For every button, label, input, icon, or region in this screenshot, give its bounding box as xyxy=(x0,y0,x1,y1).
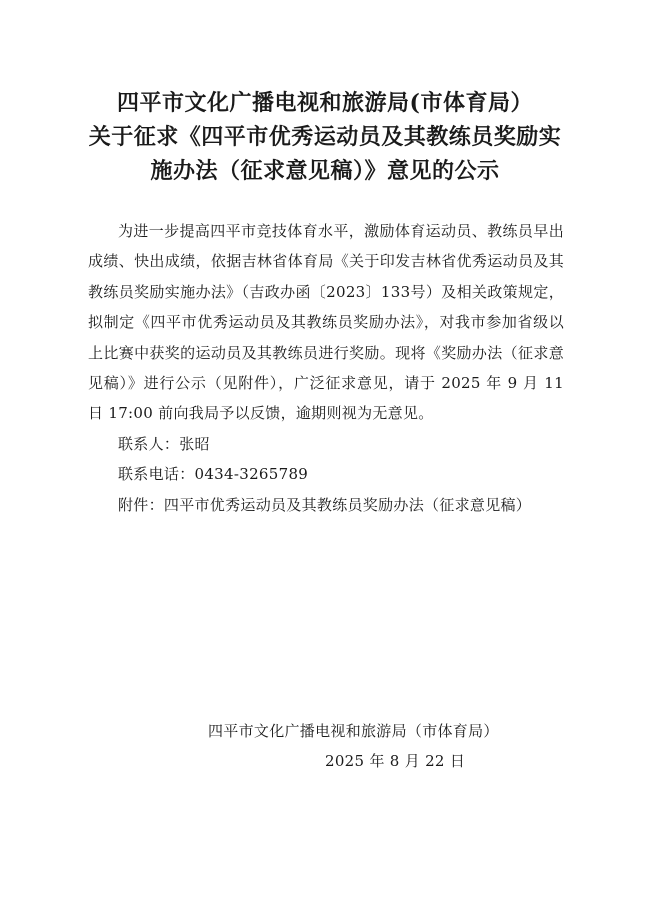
signature-block xyxy=(200,716,560,776)
attachment-note: 附件：四平市优秀运动员及其教练员奖励办法（征求意见稿） xyxy=(118,495,532,514)
intro-paragraph: 为进一步提高四平市竞技体育水平，激励体育运动员、教练员早出成绩、快出成绩，依据吉林省体育局《关于印发吉林省优秀运动员及其教练员奖励实施办法》（吉政办函〔2023〕133号）及相关政策规定，拟制定《四平市优秀运动员及其教练员奖励办法》，对我市参加省级以上比赛中获奖的运动员及其教练员进行奖励。现将《奖励办法（征求意见稿）》进行公示（见附件），广泛征求意见，请于 2025 年 9 月 11 日 17:00 前向我局予以反馈，逾期则视为无意见。 xyxy=(88,222,564,423)
document-body xyxy=(88,216,564,520)
title-line-2: 关于征求《四平市优秀运动员及其教练员奖励实 xyxy=(88,124,562,150)
contact-person: 联系人：张昭 xyxy=(118,434,210,453)
title-line-3: 施办法（征求意见稿）》意见的公示 xyxy=(150,158,500,184)
signature-date: 2025 年 8 月 22 日 xyxy=(325,752,466,770)
title-line-1: 四平市文化广播电视和旅游局(市体育局） xyxy=(117,90,533,116)
document-title xyxy=(60,86,590,188)
contact-phone: 联系电话：0434-3265789 xyxy=(118,465,309,484)
signature-organization: 四平市文化广播电视和旅游局（市体育局） xyxy=(208,722,499,740)
